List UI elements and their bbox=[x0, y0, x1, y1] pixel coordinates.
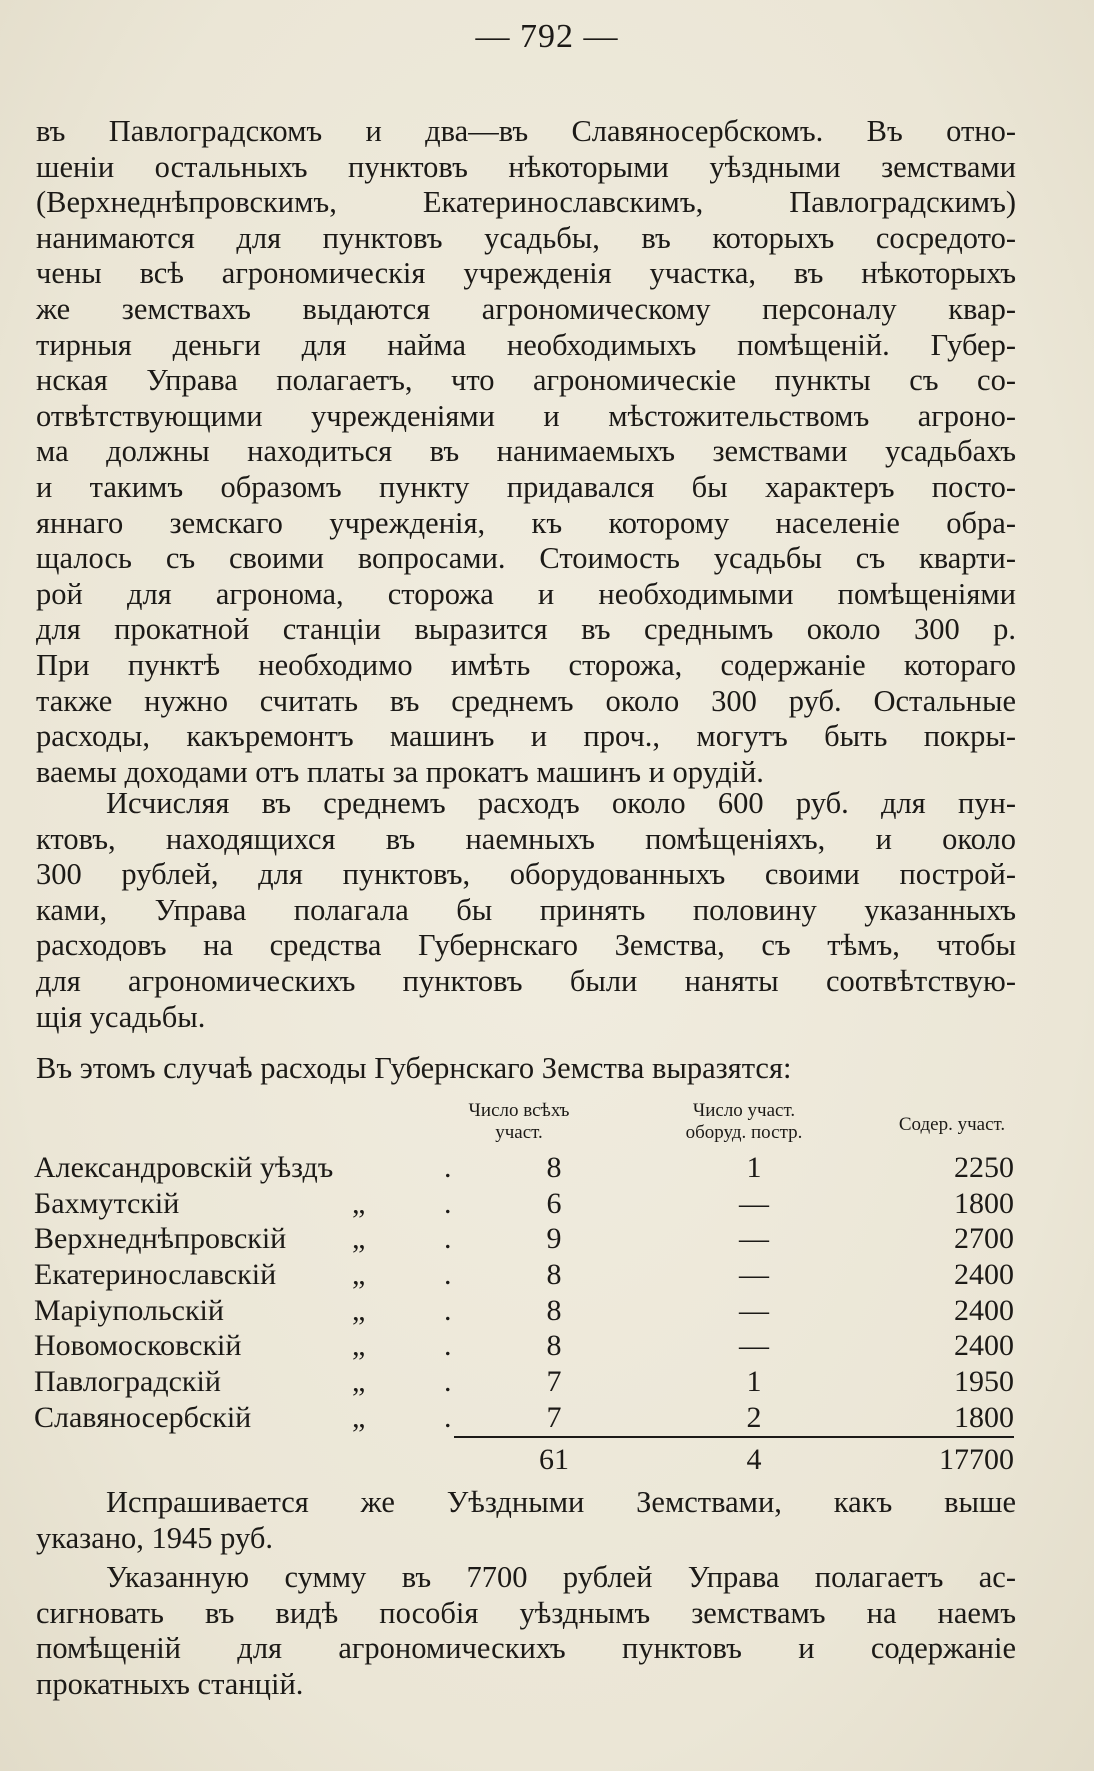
text-line: нанимаются для пунктовъ усадьбы, въ которыхъ сосредото- bbox=[36, 220, 1016, 255]
text-line: Указанную сумму въ 7700 рублей Управа полагаетъ ас- bbox=[106, 1560, 1016, 1594]
cell-total-sites: 8 bbox=[546, 1151, 562, 1184]
text-line: расходовъ на средства Губернскаго Земства, съ тѣмъ, чтобы bbox=[36, 928, 1016, 963]
text-line: расходы, какъремонтъ машинъ и проч., могутъ быть покры- bbox=[36, 719, 1016, 754]
total-maintenance: 17700 bbox=[939, 1443, 1014, 1476]
ditto-mark: „ bbox=[352, 1222, 366, 1256]
district-name: Екатеринославскій bbox=[34, 1258, 277, 1292]
text-line: щія усадьбы. bbox=[36, 999, 206, 1034]
text-line: щалось съ своими вопросами. Стоимость усадьбы съ кварти- bbox=[36, 541, 1016, 576]
leader-dot: . bbox=[444, 1151, 452, 1184]
paragraph-1 bbox=[36, 114, 1016, 790]
leader-dot: . bbox=[444, 1222, 452, 1256]
text-line: прокатныхъ станцій. bbox=[36, 1666, 304, 1701]
text-line: ма должны находиться въ нанимаемыхъ земствами усадьбахъ bbox=[36, 434, 1016, 469]
text-line: же земствахъ выдаются агрономическому персоналу квар- bbox=[36, 291, 1016, 326]
text-line: ваемы доходами отъ платы за прокатъ машинъ и орудій. bbox=[36, 754, 764, 789]
cell-maintenance: 2400 bbox=[954, 1258, 1014, 1292]
cell-maintenance: 2400 bbox=[954, 1329, 1014, 1363]
text-line: Исчисляя въ среднемъ расходъ около 600 руб. для пун- bbox=[106, 786, 1016, 820]
paragraph-5 bbox=[36, 1560, 1016, 1702]
text-line: ками, Управа полагала бы принять половину указанныхъ bbox=[36, 892, 1016, 927]
text-line: тирныя деньги для найма необходимыхъ помѣщеній. Губер- bbox=[36, 327, 1016, 362]
paragraph-4 bbox=[36, 1485, 1016, 1556]
leader-dot: . bbox=[444, 1258, 452, 1292]
paragraph-2 bbox=[36, 786, 1016, 1035]
text-line: шеніи остальныхъ пунктовъ нѣкоторыми уѣздными земствами bbox=[36, 149, 1016, 184]
text-line: указано, 1945 руб. bbox=[36, 1520, 274, 1555]
totals-rule bbox=[454, 1436, 1014, 1438]
text-line: помѣщеній для агрономическихъ пунктовъ и содержаніе bbox=[36, 1631, 1016, 1666]
total-sites: 61 bbox=[539, 1443, 569, 1476]
ditto-mark: „ bbox=[352, 1186, 366, 1220]
district-name: Верхнеднѣпровскій bbox=[34, 1222, 287, 1256]
cell-total-sites: 6 bbox=[546, 1186, 562, 1220]
district-name: Новомосковскій bbox=[34, 1329, 242, 1363]
table-row bbox=[34, 1400, 1024, 1436]
cell-equipped: — bbox=[739, 1186, 769, 1220]
leader-dot: . bbox=[444, 1186, 452, 1220]
text-line: и такимъ образомъ пункту придавался бы характеръ посто- bbox=[36, 469, 1016, 504]
table-row bbox=[34, 1150, 1024, 1186]
district-name: Маріупольскій bbox=[34, 1293, 224, 1327]
text-line: При пунктѣ необходимо имѣть сторожа, содержаніе котораго bbox=[36, 647, 1016, 682]
district-name: Бахмутскій bbox=[34, 1186, 180, 1220]
text-line: ктовъ, находящихся въ наемныхъ помѣщеніяхъ, и около bbox=[36, 821, 1016, 856]
district-name: Славяносербскій bbox=[34, 1400, 252, 1434]
text-line: 300 рублей, для пунктовъ, оборудованныхъ своими построй- bbox=[36, 857, 1016, 892]
text-line: яннаго земскаго учрежденія, къ которому населеніе обра- bbox=[36, 505, 1016, 540]
text-line: чены всѣ агрономическія учрежденія участка, въ нѣкоторыхъ bbox=[36, 256, 1016, 291]
cell-equipped: 1 bbox=[746, 1365, 762, 1399]
table-row bbox=[34, 1186, 1024, 1222]
cell-total-sites: 8 bbox=[546, 1258, 562, 1292]
ditto-mark: „ bbox=[352, 1293, 366, 1327]
table-rows bbox=[34, 1150, 1024, 1436]
total-equipped: 4 bbox=[746, 1443, 762, 1476]
text-line: Въ этомъ случаѣ расходы Губернскаго Земства выразятся: bbox=[36, 1051, 792, 1085]
cell-equipped: — bbox=[739, 1293, 769, 1327]
text-line: (Верхнеднѣпровскимъ, Екатеринославскимъ, Павлоградскимъ) bbox=[36, 185, 1016, 220]
text-line: для прокатной станціи выразится въ среднымъ около 300 р. bbox=[36, 612, 1016, 647]
totals-row bbox=[34, 1440, 1024, 1480]
table-row bbox=[34, 1221, 1024, 1257]
cell-maintenance: 1800 bbox=[954, 1400, 1014, 1434]
leader-dot: . bbox=[444, 1329, 452, 1363]
header-maintenance: Содер. участ. bbox=[898, 1114, 1006, 1135]
cell-equipped: — bbox=[739, 1258, 769, 1292]
cell-equipped: — bbox=[739, 1222, 769, 1256]
cell-equipped: — bbox=[739, 1329, 769, 1363]
header-total-sites-l1: Число всѣхъ bbox=[468, 1100, 570, 1121]
header-total-sites-l2: участ. bbox=[495, 1122, 543, 1143]
text-line: для агрономическихъ пунктовъ были наняты соотвѣтствую- bbox=[36, 963, 1016, 998]
text-line: сигновать въ видѣ пособія уѣзднымъ земствамъ на наемъ bbox=[36, 1595, 1016, 1630]
text-line: отвѣтствующими учрежденіями и мѣстожительствомъ агроно- bbox=[36, 398, 1016, 433]
table-row bbox=[34, 1257, 1024, 1293]
district-name: Павлоградскій bbox=[34, 1365, 221, 1399]
ditto-mark: „ bbox=[352, 1258, 366, 1292]
cell-maintenance: 1950 bbox=[954, 1365, 1014, 1399]
table-row bbox=[34, 1293, 1024, 1329]
cell-total-sites: 8 bbox=[546, 1293, 562, 1327]
cell-total-sites: 7 bbox=[546, 1365, 562, 1399]
header-total-sites bbox=[444, 1100, 594, 1144]
cell-total-sites: 7 bbox=[546, 1400, 562, 1434]
leader-dot: . bbox=[444, 1365, 452, 1399]
text-line: Испрашивается же Уѣздными Земствами, какъ выше bbox=[106, 1485, 1016, 1519]
table-row bbox=[34, 1364, 1024, 1400]
header-equipped-sites-l2: оборуд. постр. bbox=[685, 1122, 803, 1143]
header-equipped-sites-l1: Число участ. bbox=[692, 1100, 796, 1121]
ditto-mark: „ bbox=[352, 1400, 366, 1434]
header-equipped-sites bbox=[654, 1100, 834, 1144]
leader-dot: . bbox=[444, 1400, 452, 1434]
cell-maintenance: 2700 bbox=[954, 1222, 1014, 1256]
cell-total-sites: 9 bbox=[546, 1222, 562, 1256]
cell-equipped: 2 bbox=[746, 1400, 762, 1434]
page-number: — 792 — bbox=[475, 18, 619, 55]
text-line: также нужно считать въ среднемъ около 300 руб. Остальные bbox=[36, 683, 1016, 718]
cell-maintenance: 2250 bbox=[954, 1151, 1014, 1184]
cell-total-sites: 8 bbox=[546, 1329, 562, 1363]
text-line: нская Управа полагаетъ, что агрономическіе пункты съ со- bbox=[36, 363, 1016, 398]
leader-dot: . bbox=[444, 1293, 452, 1327]
ditto-mark: „ bbox=[352, 1365, 366, 1399]
table-row bbox=[34, 1328, 1024, 1364]
cell-maintenance: 2400 bbox=[954, 1293, 1014, 1327]
text-line: рой для агронома, сторожа и необходимыми помѣщеніями bbox=[36, 576, 1016, 611]
cell-maintenance: 1800 bbox=[954, 1186, 1014, 1220]
district-name: Александровскій уѣздъ bbox=[34, 1151, 334, 1184]
ditto-mark: „ bbox=[352, 1329, 366, 1363]
paragraph-3 bbox=[36, 1051, 1016, 1087]
cell-equipped: 1 bbox=[746, 1151, 762, 1184]
text-line: въ Павлоградскомъ и два—въ Славяносербскомъ. Въ отно- bbox=[36, 114, 1016, 148]
